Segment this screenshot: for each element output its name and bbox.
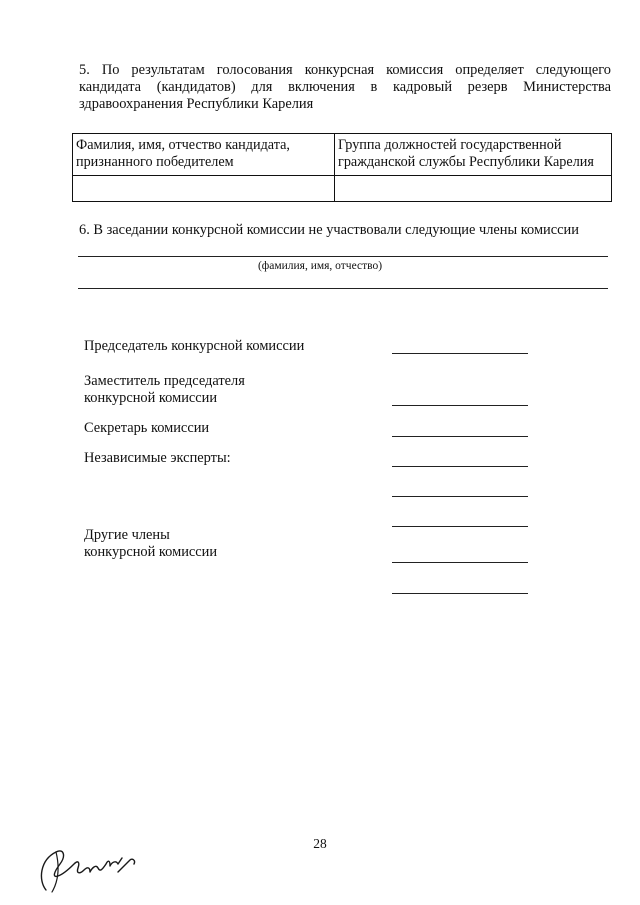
- chairman-signature-line: [392, 353, 528, 354]
- section-5-paragraph: 5. По результатам голосования конкурсная комиссия определяет следующего кандидата (кандидатов) для включения в кадровый резерв Министерства здравоохранения Республики Карелия: [79, 62, 611, 112]
- table-row: [73, 176, 612, 202]
- table-cell-candidate: [73, 176, 335, 202]
- section-6-paragraph: 6. В заседании конкурсной комиссии не участвовали следующие члены комиссии: [79, 222, 579, 238]
- other-members-label-line-1: Другие члены: [84, 527, 170, 543]
- table-header-position-group: Группа должностей государственной гражданской службы Республики Карелия: [335, 134, 612, 176]
- other-member-signature-line-2: [392, 593, 528, 594]
- candidates-table: [72, 133, 612, 202]
- secretary-label: Секретарь комиссии: [84, 420, 210, 436]
- table-header-row: [73, 134, 612, 176]
- handwritten-signature: [34, 842, 146, 894]
- other-members-label: [84, 527, 217, 561]
- deputy-signature-line: [392, 405, 528, 406]
- page-number: 28: [313, 836, 327, 851]
- expert-signature-line-2: [392, 496, 528, 497]
- secretary-signature-line: [392, 436, 528, 437]
- expert-signature-line-3: [392, 526, 528, 527]
- table-header-candidate: Фамилия, имя, отчество кандидата, признанного победителем: [73, 134, 335, 176]
- other-member-signature-line-1: [392, 562, 528, 563]
- chairman-label: Председатель конкурсной комиссии: [84, 338, 305, 354]
- absent-members-caption: (фамилия, имя, отчество): [257, 260, 383, 272]
- expert-signature-line-1: [392, 466, 528, 467]
- absent-members-line-2: [78, 288, 608, 289]
- deputy-label: [84, 373, 245, 407]
- table-cell-position-group: [335, 176, 612, 202]
- deputy-label-line-1: Заместитель председателя: [84, 373, 245, 389]
- other-members-label-line-2: конкурсной комиссии: [84, 544, 218, 560]
- deputy-label-line-2: конкурсной комиссии: [84, 390, 218, 406]
- absent-members-line-1: [78, 256, 608, 257]
- experts-label: Независимые эксперты:: [84, 450, 231, 466]
